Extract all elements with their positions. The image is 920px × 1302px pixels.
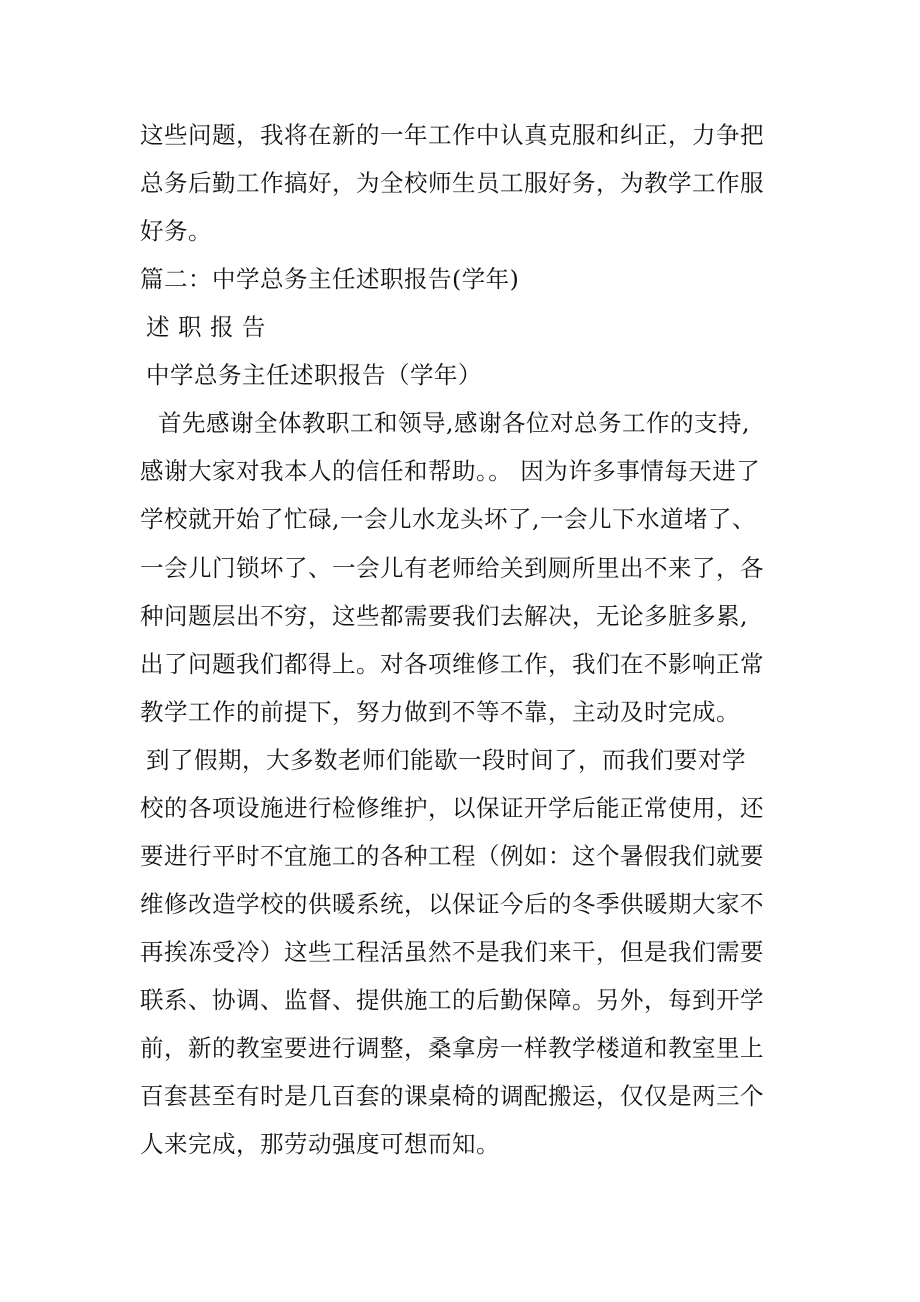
text-line: 首先感谢全体教职工和领导,感谢各位对总务工作的支持, [158,409,750,437]
text-line: 到了假期，大多数老师们能歇一段时间了，而我们要对学 [146,746,746,774]
report-title: 中学总务主任述职报告（学年） [146,361,482,389]
text-line: 百套甚至有时是几百套的课桌椅的调配搬运，仅仅是两三个 [140,1082,764,1110]
text-line: 再挨冻受冷）这些工程活虽然不是我们来干，但是我们需要 [140,938,764,966]
text-line: 这些问题，我将在新的一年工作中认真克服和纠正，力争把 [140,121,764,149]
text-line: 一会儿门锁坏了、一会儿有老师给关到厕所里出不来了，各 [140,554,764,582]
text-line: 教学工作的前提下，努力做到不等不靠，主动及时完成。 [140,698,740,726]
text-line: 出了问题我们都得上。对各项维修工作，我们在不影响正常 [140,650,764,678]
text-line: 前，新的教室要进行调整，桑拿房一样教学楼道和教室里上 [140,1034,764,1062]
text-line: 学校就开始了忙碌,一会儿水龙头坏了,一会儿下水道堵了、 [140,505,756,533]
text-line: 要进行平时不宜施工的各种工程（例如：这个暑假我们就要 [140,842,764,870]
text-line: 维修改造学校的供暖系统，以保证今后的冬季供暖期大家不 [140,890,764,918]
report-label: 述 职 报 告 [146,313,266,341]
text-line: 校的各项设施进行检修维护，以保证开学后能正常使用，还 [140,794,764,822]
text-line: 感谢大家对我本人的信任和帮助。。 因为许多事情每天进了 [140,457,761,485]
section-heading: 篇二：中学总务主任述职报告(学年) [140,265,520,293]
text-line: 总务后勤工作搞好，为全校师生员工服好务，为教学工作服 [140,169,764,197]
text-line: 好务。 [140,217,212,245]
text-line: 种问题层出不穷，这些都需要我们去解决，无论多脏多累, [140,602,748,630]
text-line: 联系、协调、监督、提供施工的后勤保障。另外，每到开学 [140,986,764,1014]
text-line: 人来完成，那劳动强度可想而知。 [140,1130,500,1158]
